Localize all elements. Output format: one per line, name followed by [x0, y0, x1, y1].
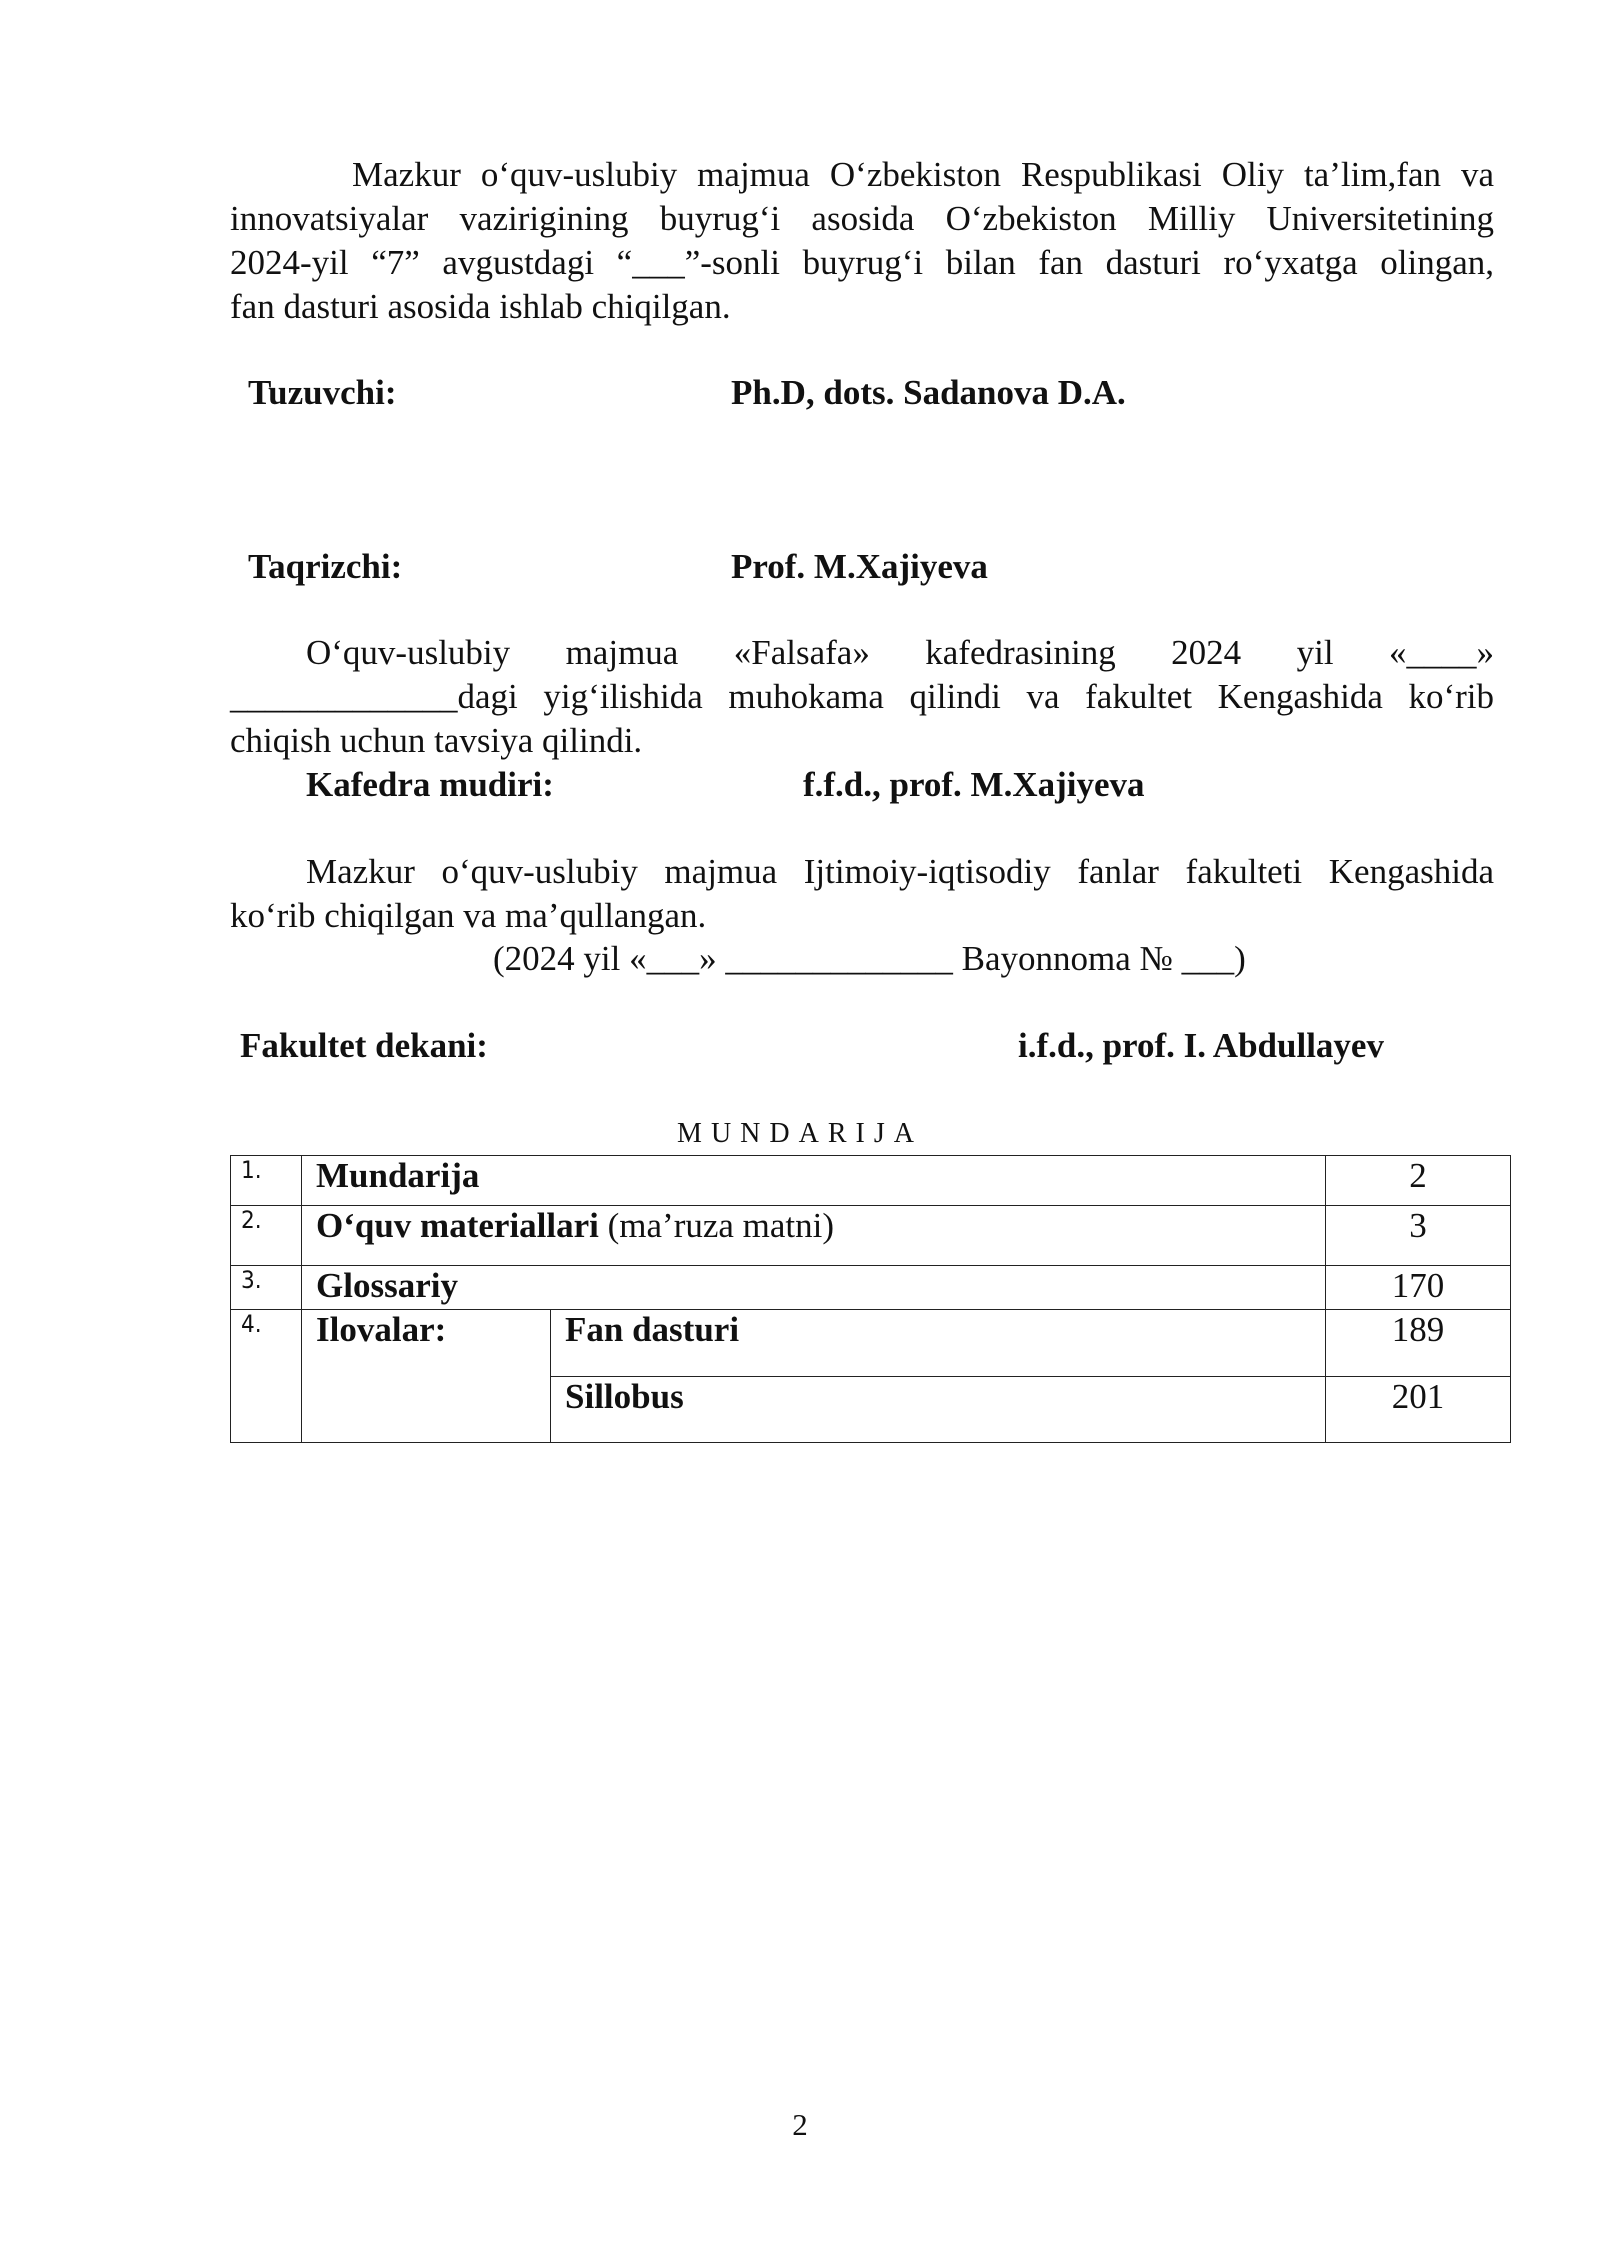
department-paragraph	[230, 631, 1494, 763]
toc-title-cell	[302, 1206, 1326, 1266]
toc-page: 170	[1326, 1266, 1511, 1310]
compiler-name: Ph.D, dots. Sadanova D.A.	[731, 373, 1126, 412]
page-number: 2	[792, 2107, 808, 2142]
toc-num: 2.	[231, 1206, 302, 1266]
department-head-name: f.f.d., prof. M.Xajiyeva	[803, 765, 1145, 804]
text-line: 2024-yil “7” avgustdagi “___”-sonli buyrug‘i bilan fan dasturi ro‘yxatga olingan,	[230, 243, 1494, 282]
toc-title-extra: (ma’ruza matni)	[598, 1206, 835, 1245]
intro-paragraph	[230, 153, 1494, 329]
text-line: O‘quv-uslubiy majmua «Falsafa» kafedrasining 2024 yil «____»	[306, 633, 1494, 672]
toc-title-cell: Glossariy	[302, 1266, 1326, 1310]
table-row	[231, 1310, 1511, 1377]
toc-subtitle-cell: Sillobus	[551, 1377, 1326, 1443]
faculty-paragraph	[230, 850, 1494, 938]
toc-num: 1.	[231, 1156, 302, 1206]
compiler-label: Tuzuvchi:	[248, 373, 397, 412]
text-line: Mazkur o‘quv-uslubiy majmua O‘zbekiston Respublikasi Oliy ta’lim,fan va	[352, 155, 1494, 194]
toc-page: 189	[1326, 1310, 1511, 1377]
toc-page: 201	[1326, 1377, 1511, 1443]
protocol-line: (2024 yil «___» _____________ Bayonnoma № ___)	[493, 939, 1246, 978]
text-line: chiqish uchun tavsiya qilindi.	[230, 721, 643, 760]
toc-page: 3	[1326, 1206, 1511, 1266]
text-line: _____________dagi yig‘ilishida muhokama qilindi va fakultet Kengashida ko‘rib	[230, 677, 1494, 716]
table-row	[231, 1206, 1511, 1266]
toc-num: 4.	[231, 1310, 302, 1443]
table-row	[231, 1156, 1511, 1206]
department-head-label: Kafedra mudiri:	[306, 765, 554, 804]
dean-label: Fakultet dekani:	[240, 1026, 488, 1065]
toc-subtitle-cell: Fan dasturi	[551, 1310, 1326, 1377]
reviewer-name: Prof. M.Xajiyeva	[731, 547, 988, 586]
dean-name: i.f.d., prof. I. Abdullayev	[1018, 1026, 1384, 1065]
toc-title-main: O‘quv materiallari	[316, 1206, 599, 1245]
toc-title: MUNDARIJA	[677, 1118, 923, 1149]
text-line: ko‘rib chiqilgan va ma’qullangan.	[230, 896, 707, 935]
reviewer-label: Taqrizchi:	[248, 547, 403, 586]
table-row	[231, 1266, 1511, 1310]
toc-title-cell: Ilovalar:	[302, 1310, 551, 1443]
toc-num: 3.	[231, 1266, 302, 1310]
toc-table	[230, 1155, 1511, 1443]
text-line: innovatsiyalar vazirigining buyrug‘i asosida O‘zbekiston Milliy Universitetining	[230, 199, 1494, 238]
toc-page: 2	[1326, 1156, 1511, 1206]
text-line: fan dasturi asosida ishlab chiqilgan.	[230, 287, 731, 326]
toc-title-cell: Mundarija	[302, 1156, 1326, 1206]
text-line: Mazkur o‘quv-uslubiy majmua Ijtimoiy-iqtisodiy fanlar fakulteti Kengashida	[306, 852, 1494, 891]
